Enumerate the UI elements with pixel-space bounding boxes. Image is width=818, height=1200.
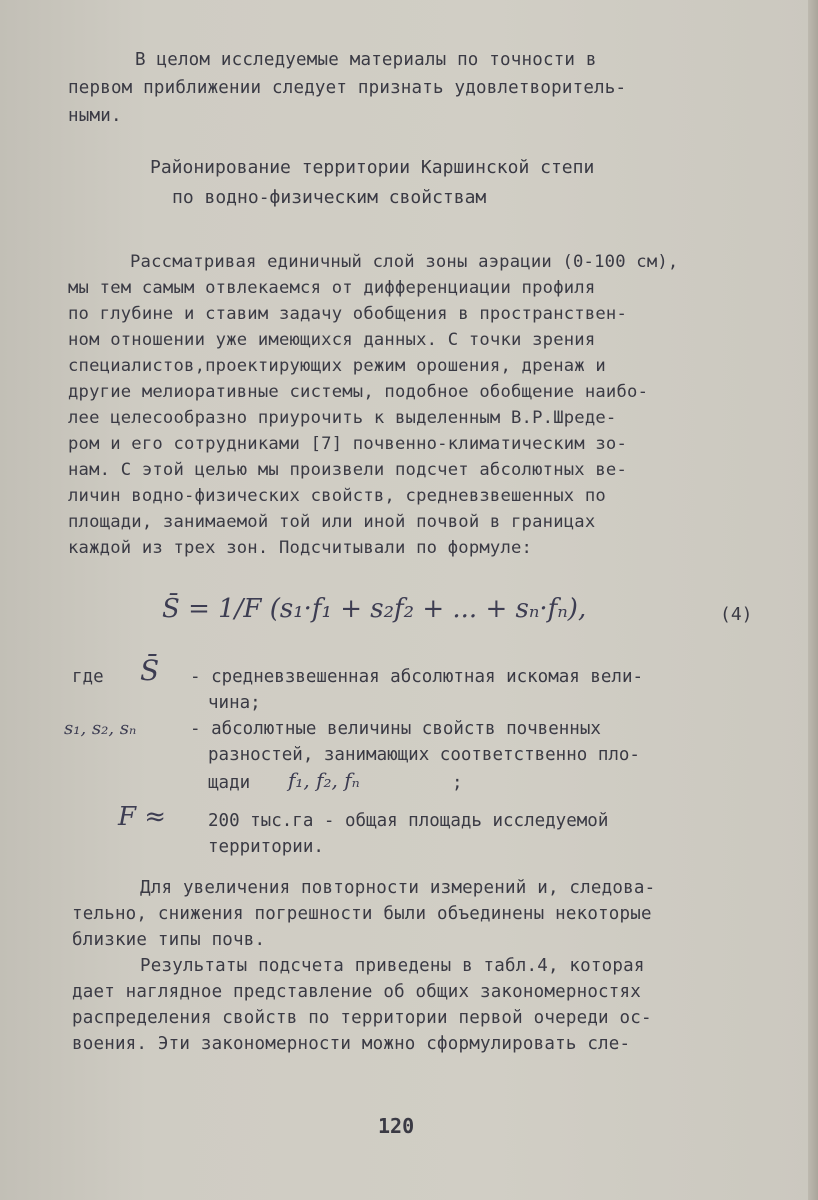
para3-line-2: дает наглядное представление об общих закономерностях [72, 982, 642, 1002]
intro-line-2: первом приближении следует признать удовлетворитель- [68, 78, 627, 98]
para1-line-8: ром и его сотрудниками [7] почвенно-климатическим зо- [68, 434, 628, 454]
para1-line-4: ном отношении уже имеющихся данных. С точки зрения [68, 330, 596, 350]
para1-line-12: каждой из трех зон. Подсчитывали по формуле: [68, 538, 533, 558]
s-definition-line-2: разностей, занимающих соответственно пло- [208, 745, 640, 765]
para1-line-6: другие мелиоративные системы, подобное обобщение наибо- [68, 382, 649, 402]
para2-line-3: близкие типы почв. [72, 930, 266, 950]
s-bar-symbol: S̄ [140, 654, 160, 687]
where-label: где [72, 667, 104, 687]
s-definition-line-3: щади [208, 773, 251, 793]
equation-number: (4) [720, 604, 753, 625]
s-definition-line-1: - абсолютные величины свойств почвенных [190, 719, 601, 739]
areas-semicolon: ; [452, 773, 463, 793]
para1-line-2: мы тем самым отвлекаемся от дифференциации профиля [68, 278, 596, 298]
para3-line-1: Результаты подсчета приведены в табл.4, которая [140, 956, 645, 976]
section-heading-line-2: по водно-физическим свойствам [172, 187, 487, 208]
page-number: 120 [378, 1114, 415, 1138]
intro-line-3: ными. [68, 106, 122, 126]
para1-line-10: личин водно-физических свойств, средневзвешенных по [68, 486, 606, 506]
para1-line-5: специалистов,проектирующих режим орошения, дренаж и [68, 356, 606, 376]
para3-line-3: распределения свойств по территории первой очереди ос- [72, 1008, 652, 1028]
para2-line-1: Для увеличения повторности измерений и, следова- [140, 878, 656, 898]
para3-line-4: воения. Эти закономерности можно сформулировать сле- [72, 1034, 631, 1054]
intro-line-1: В целом исследуемые материалы по точности в [135, 50, 597, 70]
area-symbols: f₁, f₂, fₙ [288, 768, 360, 792]
formula-4: S̄ = 1/F (s₁·f₁ + s₂f₂ + ... + sₙ·fₙ), [162, 594, 587, 624]
s-bar-definition-line-2: чина; [208, 693, 261, 713]
para1-line-3: по глубине и ставим задачу обобщения в пространствен- [68, 304, 628, 324]
para1-line-9: нам. С этой целью мы произвели подсчет абсолютных ве- [68, 460, 628, 480]
f-definition-line-2: территории. [208, 837, 324, 857]
f-symbol: F ≈ [118, 802, 167, 832]
para1-line-11: площади, занимаемой той или иной почвой в границах [68, 512, 596, 532]
s-symbols: s₁, s₂, sₙ [64, 718, 137, 739]
para1-line-7: лее целесообразно приурочить к выделенным В.Р.Шреде- [68, 408, 617, 428]
page-edge [808, 0, 818, 1200]
s-bar-definition-line-1: - средневзвешенная абсолютная искомая вели- [190, 667, 644, 687]
para2-line-2: тельно, снижения погрешности были объединены некоторые [72, 904, 652, 924]
para1-line-1: Рассматривая единичный слой зоны аэрации (0-100 см), [130, 252, 679, 272]
section-heading-line-1: Районирование территории Каршинской степи [150, 157, 595, 178]
f-definition-line-1: 200 тыс.га - общая площадь исследуемой [208, 811, 609, 831]
